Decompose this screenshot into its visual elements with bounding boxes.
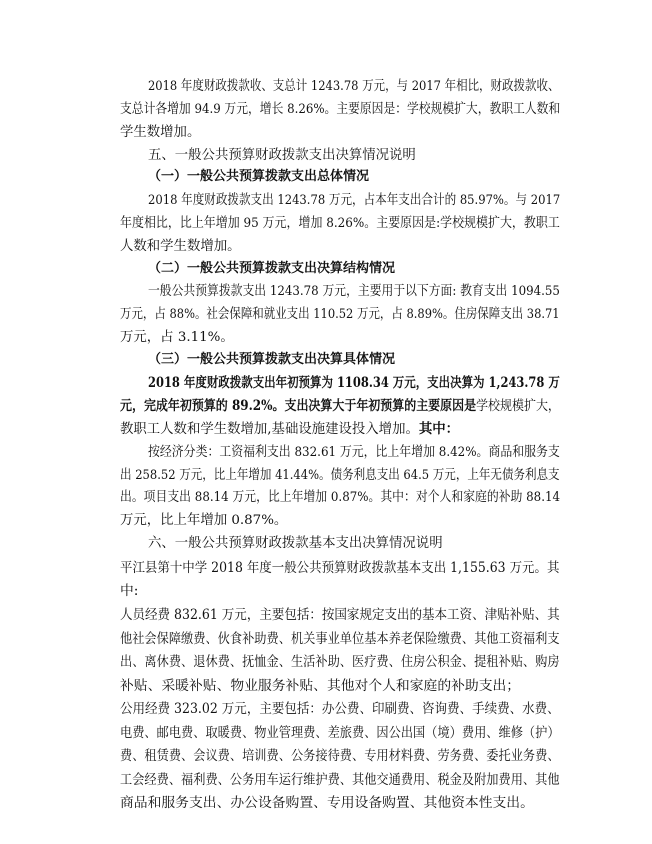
para4-line3 xyxy=(120,420,459,439)
para8-line5: 商品和服务支出、办公设备购置、专用设备购置、其他资本性支出。 xyxy=(120,795,534,811)
para8-line3: 费、租赁费、会议费、培训费、公务接待费、专用材料费、劳务费、委托业务费、 xyxy=(120,748,560,764)
para4-line2-bold: 元，完成年初预算的 89.2%。支出决算大于年初预算的主要原因是 xyxy=(120,398,477,414)
sub2-title: （二）一般公共预算拨款支出决算结构情况 xyxy=(148,261,396,276)
para5-line4: 万元，比上年增加 0.87%。 xyxy=(120,513,288,528)
para8-line2: 电费、邮电费、取暖费、物业管理费、差旅费、因公出国（境）费用、维修（护） xyxy=(120,725,560,741)
sub3-title: （三）一般公共预算拨款支出决算具体情况 xyxy=(148,352,396,367)
para1-line2: 支总计各增加 94.9 万元，增长 8.26%。主要原因是：学校规模扩大，教职工人数和 xyxy=(120,102,561,117)
para1-line3: 学生数增加。 xyxy=(120,125,201,140)
para4-line1: 2018 年度财政拨款支出年初预算为 1108.34 万元，支出决算为 1,243.78 万 xyxy=(148,375,560,391)
para4-line3-bold: 其中： xyxy=(418,421,460,437)
para4-line2 xyxy=(120,397,560,415)
para1-line1: 2018 年度财政拨款收、支总计 1243.78 万元，与 2017 年相比，财政拨款收、 xyxy=(148,79,560,94)
para6-line1: 平江县第十中学 2018 年度一般公共预算财政拨款基本支出 1,155.63 万元。其 xyxy=(120,560,560,576)
para7-line2: 他社会保障缴费、伙食补助费、机关事业单位基本养老保险缴费、其他工资福利支 xyxy=(120,631,560,647)
para8-line4: 工会经费、福利费、公务用车运行维护费、其他交通费用、税金及附加费用、其他 xyxy=(120,772,560,788)
para7-line1: 人员经费 832.61 万元，主要包括：按国家规定支出的基本工资、津贴补贴、其 xyxy=(120,607,560,623)
para4-line3-normal: 教职工人数和学生数增加,基础设施建设投入增加。 xyxy=(120,422,419,437)
sub1-title: （一）一般公共预算拨款支出总体情况 xyxy=(148,169,370,184)
para5-line2: 出 258.52 万元，比上年增加 41.44%。债务利息支出 64.5 万元，上年无债务利息支 xyxy=(120,468,560,483)
para8-line1: 公用经费 323.02 万元，主要包括：办公费、印刷费、咨询费、手续费、水费、 xyxy=(120,701,560,717)
para6-line2: 中: xyxy=(120,583,139,599)
para2-line3: 人数和学生数增加。 xyxy=(120,239,241,254)
para5-line1: 按经济分类：工资福利支出 832.61 万元，比上年增加 8.42%。商品和服务支 xyxy=(148,445,560,460)
section6-title: 六、一般公共预算财政拨款基本支出决算情况说明 xyxy=(148,536,443,551)
para5-line3: 出。项目支出 88.14 万元，比上年增加 0.87%。其中：对个人和家庭的补助 88.14 xyxy=(120,490,561,505)
para3-line3: 万元，占 3.11%。 xyxy=(120,330,234,345)
para3-line1: 一般公共预算拨款支出 1243.78 万元，主要用于以下方面: 教育支出 1094.55 xyxy=(148,284,560,299)
para7-line3: 出、离休费、退休费、抚恤金、生活补助、医疗费、住房公积金、提租补贴、购房 xyxy=(120,654,560,670)
section5-title: 五、一般公共预算财政拨款支出决算情况说明 xyxy=(148,148,416,163)
para4-line2-normal: 学校规模扩大， xyxy=(476,398,560,414)
para2-line1: 2018 年度财政拨款支出 1243.78 万元，占本年支出合计的 85.97%。与 2017 xyxy=(148,193,561,208)
para2-line2: 年度相比，比上年增加 95 万元，增加 8.26%。主要原因是:学校规模扩大，教职工 xyxy=(120,216,560,231)
para3-line2: 万元，占 88%。社会保障和就业支出 110.52 万元，占 8.89%。住房保障支出 38.71 xyxy=(120,307,560,322)
para7-line4: 补贴、采暖补贴、物业服务补贴、其他对个人和家庭的补助支出； xyxy=(120,678,521,694)
